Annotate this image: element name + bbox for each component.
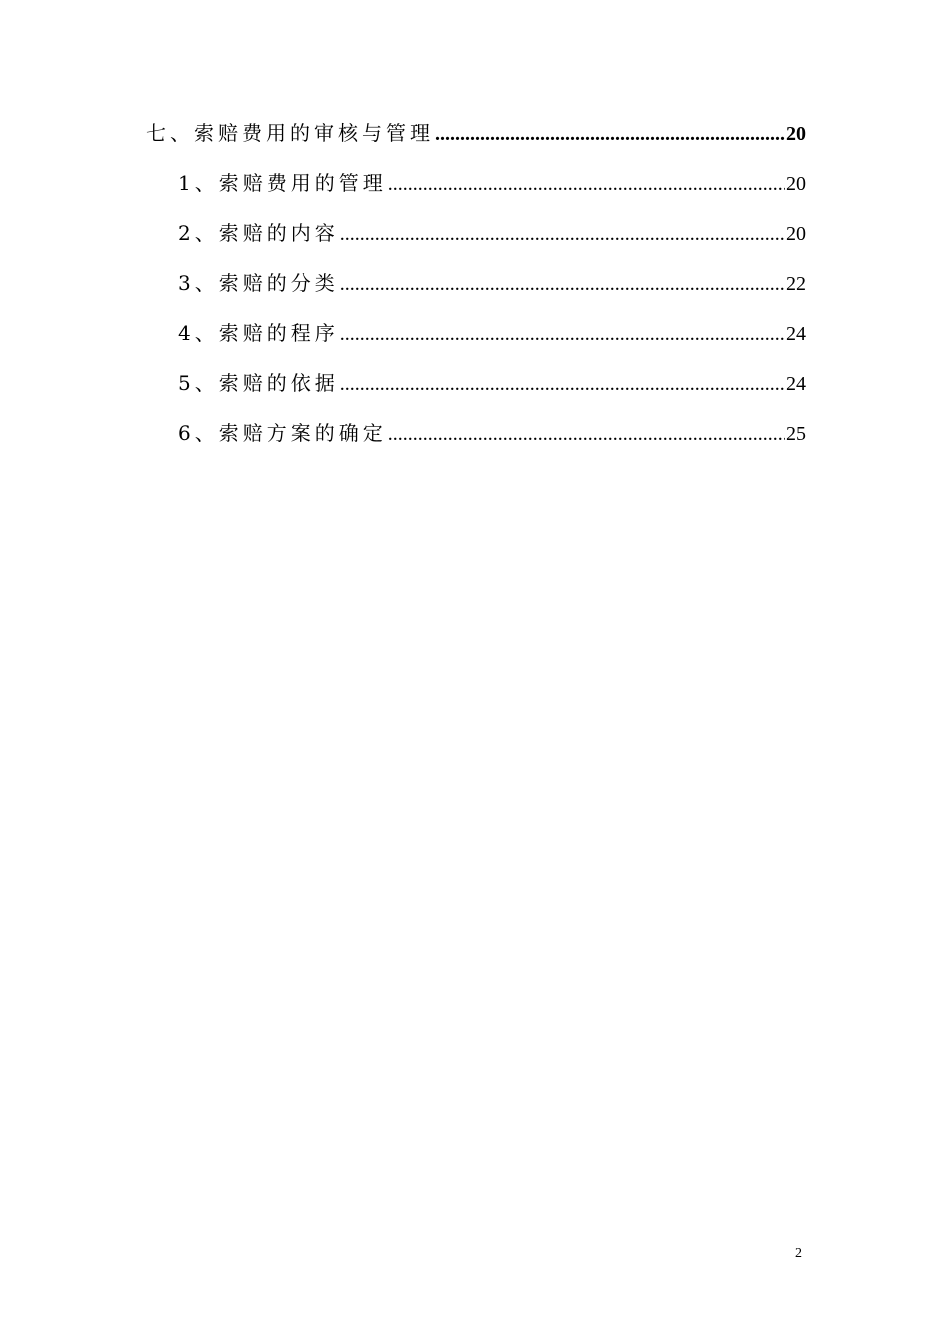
toc-entry-title: 1、索赔费用的管理 bbox=[178, 171, 387, 195]
toc-dot-leader bbox=[388, 170, 785, 198]
page-number: 2 bbox=[795, 1246, 802, 1261]
toc-entry-title: 6、索赔方案的确定 bbox=[178, 421, 387, 445]
toc-dot-leader bbox=[388, 420, 785, 448]
toc-dot-leader bbox=[340, 370, 785, 398]
toc-dot-leader bbox=[340, 220, 785, 248]
toc-section-heading[interactable] bbox=[146, 119, 806, 148]
toc-entry-title: 4、索赔的程序 bbox=[178, 321, 339, 345]
toc-section-page: 20 bbox=[786, 123, 806, 145]
toc-entry[interactable] bbox=[178, 169, 806, 198]
toc-entry-title: 3、索赔的分类 bbox=[178, 271, 339, 295]
toc-entry[interactable] bbox=[178, 369, 806, 398]
toc-entry[interactable] bbox=[178, 419, 806, 448]
toc-entry-title: 5、索赔的依据 bbox=[178, 371, 339, 395]
toc-entry-page: 22 bbox=[786, 273, 806, 295]
toc-dot-leader bbox=[340, 270, 785, 298]
toc-entry[interactable] bbox=[178, 269, 806, 298]
toc-dot-leader bbox=[340, 320, 785, 348]
toc-entry-title: 2、索赔的内容 bbox=[178, 221, 339, 245]
toc-section-title: 七、索赔费用的审核与管理 bbox=[146, 121, 434, 145]
toc-dot-leader bbox=[435, 120, 785, 148]
toc-entry-page: 25 bbox=[786, 423, 806, 445]
toc-entry-page: 20 bbox=[786, 223, 806, 245]
toc-entry-page: 24 bbox=[786, 323, 806, 345]
toc-entry-page: 24 bbox=[786, 373, 806, 395]
toc-entry[interactable] bbox=[178, 319, 806, 348]
toc-entry-page: 20 bbox=[786, 173, 806, 195]
toc-entry[interactable] bbox=[178, 219, 806, 248]
